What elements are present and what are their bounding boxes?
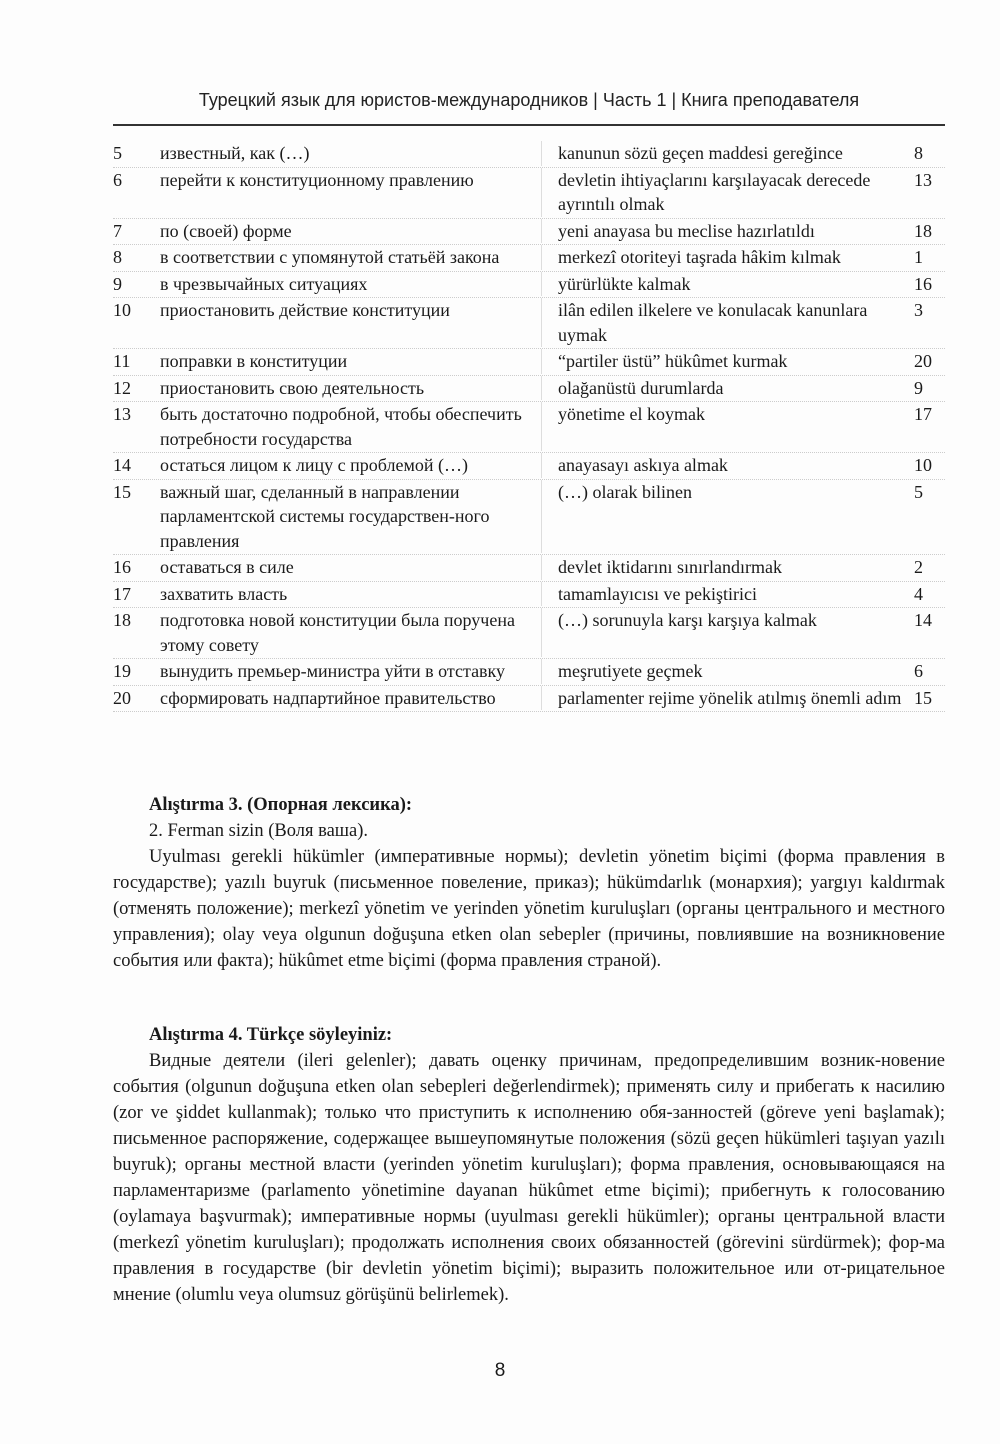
row-number: 6 [113, 169, 122, 190]
table-row [113, 219, 945, 246]
table-row [113, 402, 945, 453]
row-number: 9 [113, 273, 122, 294]
table-row [113, 453, 945, 480]
answer-number: 14 [914, 610, 932, 630]
russian-term: приостановить свою деятельность [160, 376, 542, 401]
table-row [113, 582, 945, 609]
answer-number: 4 [914, 583, 923, 604]
answer-number: 2 [914, 557, 923, 577]
exercise-4-title: Alıştırma 4. Türkçe söyleyiniz: [149, 1025, 393, 1045]
russian-term: быть достаточно подробной, чтобы обеспечить потребности государства [160, 402, 542, 451]
turkish-term: yürürlükte kalmak [558, 273, 691, 294]
answer-number: 1 [914, 247, 923, 267]
row-number: 20 [113, 687, 131, 708]
turkish-term: olağanüstü durumlarda [558, 377, 724, 398]
turkish-term: (…) olarak bilinen [558, 481, 692, 502]
russian-term: известный, как (…) [160, 141, 542, 166]
answer-number: 5 [914, 481, 923, 502]
row-number: 5 [113, 143, 122, 163]
answer-number: 3 [914, 300, 923, 320]
turkish-term: devlet iktidarını sınırlandırmak [558, 557, 782, 577]
table-row [113, 168, 945, 219]
table-row [113, 555, 945, 582]
answer-number: 6 [914, 661, 923, 681]
vocabulary-table [113, 141, 945, 712]
answer-number: 15 [914, 687, 932, 708]
answer-number: 20 [914, 351, 932, 371]
row-number: 8 [113, 247, 122, 267]
russian-term: поправки в конституции [160, 349, 542, 374]
row-number: 12 [113, 377, 131, 398]
russian-term: вынудить премьер-министра уйти в отставку [160, 659, 542, 684]
answer-number: 9 [914, 377, 923, 398]
exercise-3-subtitle: 2. Ferman sizin (Воля ваша). [149, 821, 369, 841]
answer-number: 10 [914, 455, 932, 475]
turkish-term: anayasayı askıya almak [558, 455, 728, 475]
russian-term: остаться лицом к лицу с проблемой (…) [160, 453, 542, 478]
row-number: 7 [113, 220, 122, 241]
turkish-term: parlamenter rejime yönelik atılmış önemli adım [558, 687, 902, 708]
table-row [113, 608, 945, 659]
answer-number: 16 [914, 273, 932, 294]
russian-term: подготовка новой конституции была поручена этому совету [160, 608, 542, 657]
row-number: 18 [113, 610, 131, 630]
turkish-term: “partiler üstü” hükûmet kurmak [558, 351, 788, 371]
answer-number: 13 [914, 169, 932, 190]
answer-number: 18 [914, 220, 932, 241]
row-number: 15 [113, 481, 131, 502]
page-number: 8 [494, 1360, 506, 1381]
exercise-3 [113, 792, 945, 974]
table-row [113, 659, 945, 686]
row-number: 14 [113, 455, 131, 475]
russian-term: важный шаг, сделанный в направлении парламентской системы государствен-ного правления [160, 480, 542, 554]
row-number: 16 [113, 557, 131, 577]
turkish-term: yönetime el koymak [558, 404, 705, 424]
table-row [113, 298, 945, 349]
exercise-4-text: Видные деятели (ileri gelenler); давать оценку причинам, предопределившим возник-новение события (olgunun doğuşuna etken olan sebepleri değerlendirmek); применять силу и прибегать к насилию (zor ve şiddet kullanmak); только что приступить к исполнению обя-занностей (göreve yeni başlamak); письменное распоряжение, содержащее вышеупомянутые положения (sözü geçen hükümleri taşıyan yazılı buyruk); органы местной власти (yerinden yönetim kuruluşları); форма правления, основывающаяся на парламентаризме (parlamento yönetimine dayanan hükûmet etme biçimi); прибегнуть к голосованию (oylamaya başvurmak); императивные нормы (uyulması gerekli hükümler); органы центральной власти (merkezî yönetim kuruluşları); продолжать исполнения своих обязанностей (görevini sürdürmek); фор-ма правления в государстве (bir devletin yönetim biçimi); выразить положительное или от-рицательное мнение (olumlu veya olumsuz görüşünü belirlemek). [113, 1051, 945, 1305]
table-row [113, 349, 945, 376]
table-row [113, 141, 945, 168]
table-row [113, 245, 945, 272]
turkish-term: devletin ihtiyaçlarını karşılayacak derecede ayrıntılı olmak [558, 169, 871, 214]
turkish-term: meşrutiyete geçmek [558, 661, 703, 681]
russian-term: по (своей) форме [160, 219, 542, 244]
row-number: 17 [113, 583, 131, 604]
header-rule [113, 124, 945, 126]
russian-term: приостановить действие конституции [160, 298, 542, 347]
table-row [113, 686, 945, 713]
turkish-term: (…) sorunuyla karşı karşıya kalmak [558, 610, 817, 630]
running-header: Турецкий язык для юристов-международников | Часть 1 | Книга преподавателя [198, 90, 860, 110]
row-number: 19 [113, 661, 131, 681]
russian-term: в соответствии с упомянутой статьёй закона [160, 245, 542, 270]
answer-number: 17 [914, 404, 932, 424]
turkish-term: yeni anayasa bu meclise hazırlatıldı [558, 220, 815, 241]
russian-term: оставаться в силе [160, 555, 542, 580]
row-number: 11 [113, 351, 131, 371]
row-number: 13 [113, 404, 131, 424]
turkish-term: kanunun sözü geçen maddesi gereğince [558, 143, 843, 163]
russian-term: сформировать надпартийное правительство [160, 686, 542, 711]
row-number: 10 [113, 300, 131, 320]
exercise-4 [113, 1022, 945, 1308]
russian-term: в чрезвычайных ситуациях [160, 272, 542, 297]
turkish-term: ilân edilen ilkelere ve konulacak kanunlara uymak [558, 300, 868, 345]
turkish-term: tamamlayıcısı ve pekiştirici [558, 583, 757, 604]
turkish-term: merkezî otoriteyi taşrada hâkim kılmak [558, 247, 841, 267]
table-row [113, 480, 945, 556]
table-row [113, 272, 945, 299]
russian-term: перейти к конституционному правлению [160, 168, 542, 217]
russian-term: захватить власть [160, 582, 542, 607]
exercise-3-title: Alıştırma 3. (Опорная лексика): [149, 795, 413, 815]
answer-number: 8 [914, 143, 923, 163]
table-row [113, 376, 945, 403]
exercise-3-text: Uyulması gerekli hükümler (императивные нормы); devletin yönetim biçimi (форма правления в государстве); yazılı buyruk (письменное повеление, приказ); hükümdarlık (монархия); yargıyı kaldırmak (отменять положение); merkezî yönetim ve yerinden yönetim kuruluşları (органы центрального и местного управления); olay veya olgunun doğuşuna etken olan sebepler (причины, повлиявшие на возникновение события или факта); hükûmet etme biçimi (форма правления страной). [113, 847, 945, 971]
